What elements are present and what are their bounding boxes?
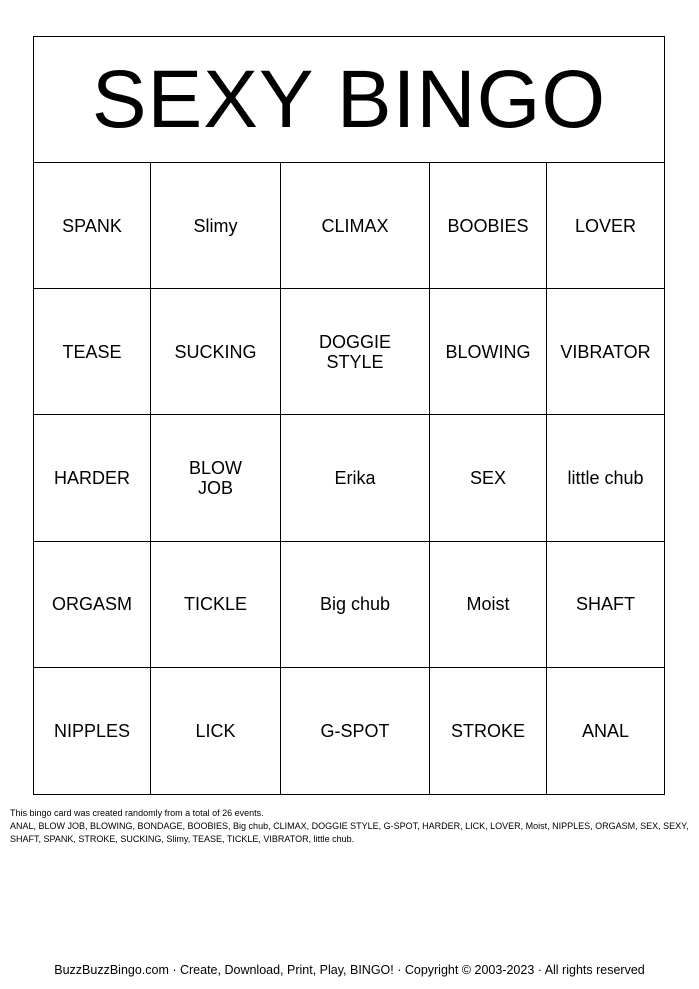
event-list-text: ANAL, BLOW JOB, BLOWING, BONDAGE, BOOBIES, Big chub, CLIMAX, DOGGIE STYLE, G-SPOT, HARDER, LICK, LOVER, Moist, NIPPLES, ORGASM, SEX, SEXY, SHAFT, SPANK, STROKE, SUCKING, Slimy, TEASE, TICKLE, VIBRATOR, little chub. [10,821,689,844]
bingo-cell-2-1: TEASE [34,289,151,415]
bingo-cell-2-5: VIBRATOR [547,289,664,415]
bingo-card [33,36,665,795]
bingo-cell-4-4: Moist [430,542,547,668]
bingo-cell-3-3: Erika [281,415,430,541]
bingo-cell-1-5: LOVER [547,163,664,289]
bingo-cell-1-3: CLIMAX [281,163,430,289]
bingo-cell-1-2: Slimy [151,163,281,289]
bingo-cell-2-2: SUCKING [151,289,281,415]
bingo-cell-4-1: ORGASM [34,542,151,668]
footer-text: BuzzBuzzBingo.com · Create, Download, Print, Play, BINGO! · Copyright © 2003-2023 · All rights reserved [54,963,645,977]
bingo-cell-5-2: LICK [151,668,281,794]
bingo-cell-3-1: HARDER [34,415,151,541]
bingo-cell-3-4: SEX [430,415,547,541]
bingo-cell-2-4: BLOWING [430,289,547,415]
bingo-cell-5-4: STROKE [430,668,547,794]
event-count-text: This bingo card was created randomly from a total of 26 events. [10,808,264,818]
bingo-cell-3-5: little chub [547,415,664,541]
bingo-cell-4-3: Big chub [281,542,430,668]
bingo-cell-5-3: G-SPOT [281,668,430,794]
bingo-grid [34,163,664,794]
event-note [10,807,690,846]
bingo-cell-1-4: BOOBIES [430,163,547,289]
bingo-cell-4-5: SHAFT [547,542,664,668]
bingo-cell-3-2: BLOW JOB [151,415,281,541]
bingo-cell-1-1: SPANK [34,163,151,289]
bingo-cell-5-1: NIPPLES [34,668,151,794]
bingo-cell-2-3: DOGGIE STYLE [281,289,430,415]
card-title: SEXY BINGO [34,37,664,163]
bingo-cell-5-5: ANAL [581,720,630,741]
bingo-cell-4-2: TICKLE [151,542,281,668]
